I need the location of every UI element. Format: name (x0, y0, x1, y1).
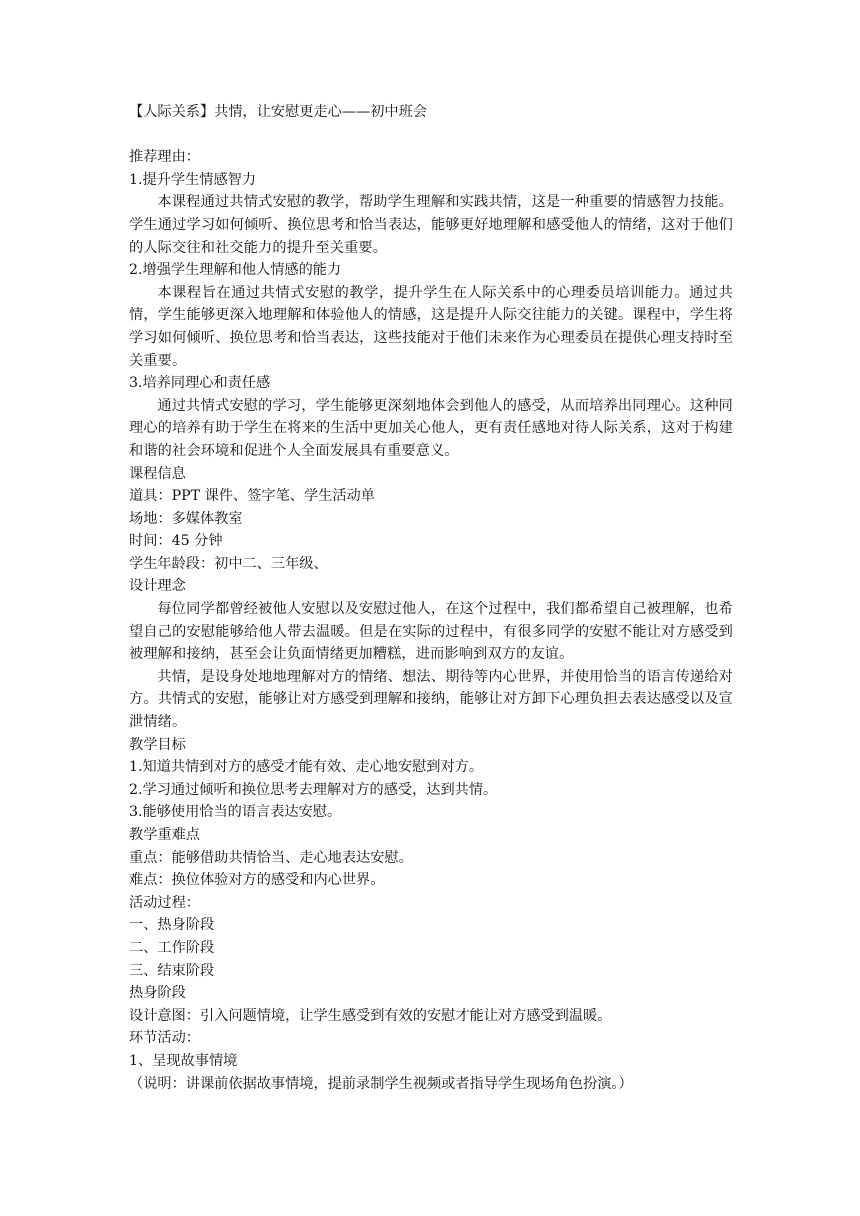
course-info-heading: 课程信息 (129, 465, 186, 482)
activity-note: （说明：讲课前依据故事情境，提前录制学生视频或者指导学生现场角色扮演。） (129, 1075, 633, 1092)
activity-step-1: 1、呈现故事情境 (129, 1052, 238, 1069)
stage-1: 一、热身阶段 (129, 917, 215, 934)
reason-3-text: 通过共情式安慰的学习，学生能够更深刻地体会到他人的感受，从而培养出同理心。这种同理心的培养有助于学生在将来的生活中更加关心他人，更有责任感地对待人际关系，这对于构建和谐的社会环境和促进个人全面发展具有重要意义。 (129, 397, 733, 459)
goals-heading: 教学目标 (129, 736, 186, 753)
design-paragraph-2: 共情，是设身处地地理解对方的情绪、想法、期待等内心世界，并使用恰当的语言传递给对方。共情式的安慰，能够让对方感受到理解和接纳，能够让对方卸下心理负担去表达感受以及宣泄情绪。 (129, 668, 733, 731)
difficulty-point: 难点：换位体验对方的感受和内心世界。 (129, 872, 385, 889)
goal-item-3: 3.能够使用恰当的语言表达安慰。 (129, 804, 342, 821)
key-points-heading: 教学重难点 (129, 827, 200, 843)
stage-3: 三、结束阶段 (129, 962, 215, 979)
stage-2: 二、工作阶段 (129, 939, 215, 956)
process-heading: 活动过程： (129, 894, 200, 911)
reason-heading: 推荐理由： (129, 149, 200, 166)
reason-2-text: 本课程旨在通过共情式安慰的教学，提升学生在人际关系中的心理委员培训能力。通过共情，学生能够更深入地理解和体验他人的情感，这是提升人际交往能力的关键。课程中，学生将学习如何倾听、换位思考和恰当表达，这些技能对于他们未来作为心理委员在提供心理支持时至关重要。 (129, 284, 733, 369)
course-props: 道具：PPT 课件、签字笔、学生活动单 (129, 488, 375, 505)
key-point: 重点：能够借助共情恰当、走心地表达安慰。 (129, 849, 413, 866)
reason-2-heading: 2.增强学生理解和他人情感的能力 (129, 262, 342, 279)
design-intent: 设计意图：引入问题情境，让学生感受到有效的安慰才能让对方感受到温暖。 (129, 1007, 612, 1024)
goal-item-1: 1.知道共情到对方的感受才能有效、走心地安慰到对方。 (129, 759, 484, 776)
course-age: 学生年龄段：初中二、三年级、 (129, 555, 328, 572)
design-heading: 设计理念 (129, 578, 186, 595)
document-title: 【人际关系】共情，让安慰更走心——初中班会 (129, 104, 427, 120)
reason-1-heading: 1.提升学生情感智力 (129, 171, 257, 188)
activity-heading: 环节活动： (129, 1030, 200, 1047)
warmup-heading: 热身阶段 (129, 985, 186, 1002)
reason-3-heading: 3.培养同理心和责任感 (129, 375, 271, 392)
reason-1-text: 本课程通过共情式安慰的教学，帮助学生理解和实践共情，这是一种重要的情感智力技能。学生通过学习如何倾听、换位思考和恰当表达，能够更好地理解和感受他人的情绪，这对于他们的人际交往和社交能力的提升至关重要。 (129, 194, 733, 256)
goal-item-2: 2.学习通过倾听和换位思考去理解对方的感受，达到共情。 (129, 781, 498, 798)
document-page (129, 101, 733, 1095)
course-time: 时间：45 分钟 (129, 533, 223, 550)
course-venue: 场地：多媒体教室 (129, 510, 243, 527)
design-paragraph-1: 每位同学都曾经被他人安慰以及安慰过他人，在这个过程中，我们都希望自己被理解，也希望自己的安慰能够给他人带去温暖。但是在实际的过程中，有很多同学的安慰不能让对方感受到被理解和接纳，甚至会让负面情绪更加糟糕，进而影响到双方的友谊。 (129, 601, 733, 663)
